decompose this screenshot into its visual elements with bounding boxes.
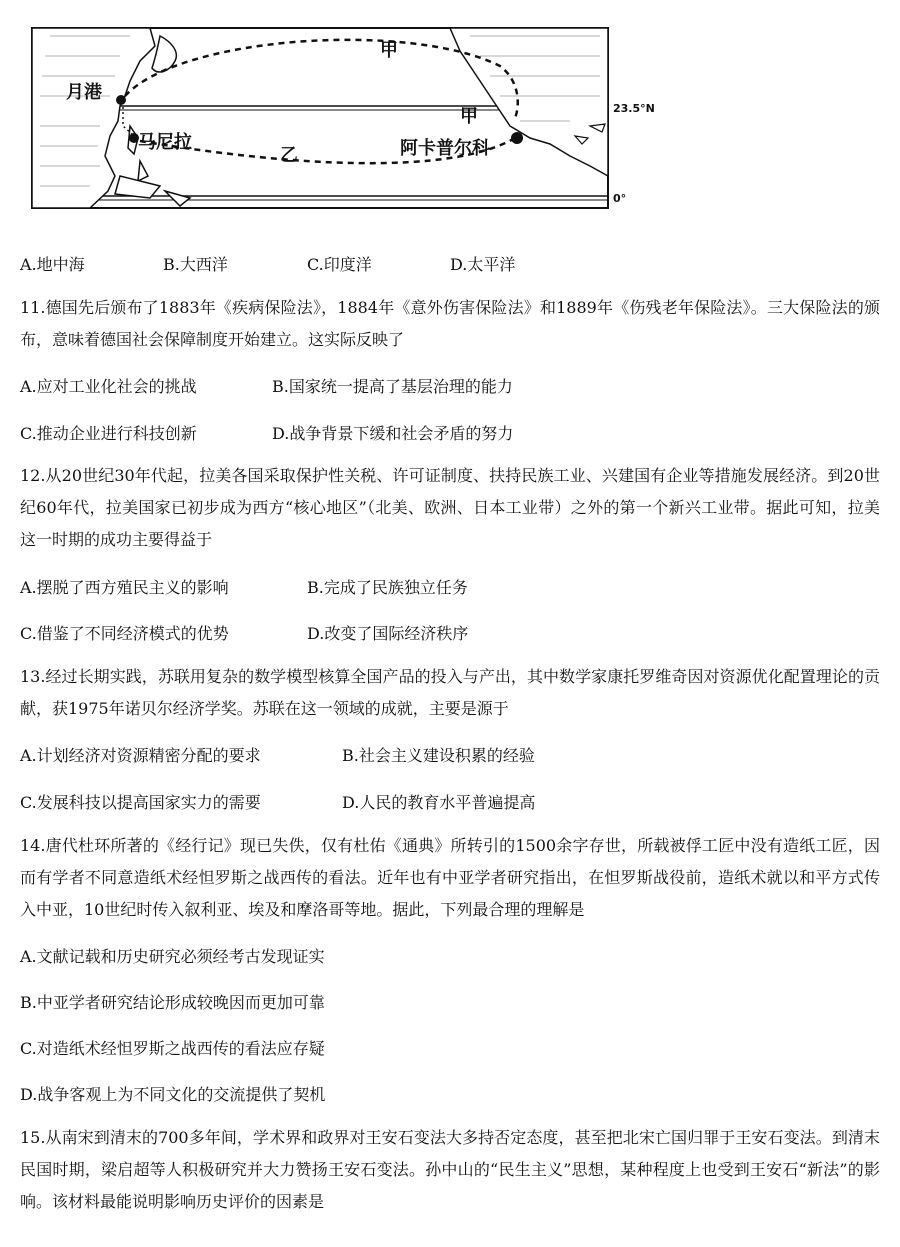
q12-option-a[interactable]: A.摆脱了西方殖民主义的影响 [20,578,229,597]
label-yuegang: 月港 [66,82,102,103]
q14-option-c[interactable]: C.对造纸术经怛罗斯之战西传的看法应存疑 [20,1039,325,1058]
q11-stem: 11.德国先后颁布了1883年《疾病保险法》，1884年《意外伤害保险法》和1889年《伤残老年保险法》。三大保险法的颁布，意味着德国社会保障制度开始建立。这实际反映了 [20,298,880,349]
q13-stem: 13.经过长期实践，苏联用复杂的数学模型核算全国产品的投入与产出，其中数学家康托罗维奇因对资源优化配置理论的贡献，获1975年诺贝尔经济学奖。苏联在这一领域的成就，主要是源于 [20,667,880,718]
q10-option-d[interactable]: D.太平洋 [450,255,516,274]
q14-option-a[interactable]: A.文献记载和历史研究必须经考古发现证实 [20,947,325,966]
q12-option-b[interactable]: B.完成了民族独立任务 [307,578,468,597]
q10-option-c[interactable]: C.印度洋 [307,255,372,274]
q11-option-d[interactable]: D.战争背景下缓和社会矛盾的努力 [272,424,514,443]
indonesia-islands [115,176,190,206]
q13-option-a[interactable]: A.计划经济对资源精密分配的要求 [20,746,261,765]
q15-stem: 15.从南宋到清末的700多年间，学术界和政界对王安石变法大多持否定态度，甚至把北宋亡国归罪于王安石变法。到清末民国时期，梁启超等人积极研究并大力赞扬王安石变法。孙中山的“民生主义”思想，某种程度上也受到王安石“新法”的影响。该材料最能说明影响历史评价的因素是 [20,1128,880,1211]
q11-option-b[interactable]: B.国家统一提高了基层治理的能力 [272,377,513,396]
acapulco-port-marker [511,132,523,144]
q13-option-b[interactable]: B.社会主义建设积累的经验 [342,746,535,765]
label-equator: 0° [613,192,627,205]
map-svg [30,26,670,216]
q14-stem: 14.唐代杜环所著的《经行记》现已失佚，仅有杜佑《通典》所转引的1500余字存世，所载被俘工匠中没有造纸工匠，因而有学者不同意造纸术经怛罗斯之战西传的看法。近年也有中亚学者研究指出，在怛罗斯战役前，造纸术就以和平方式传入中亚，10世纪时传入叙利亚、埃及和摩洛哥等地。据此，下列最合理的理解是 [20,836,880,919]
label-acapulco: 阿卡普尔科 [400,138,490,159]
label-jia-top: 甲 [380,40,398,61]
label-manila: 马尼拉 [138,132,192,153]
label-tropic: 23.5°N [613,102,655,115]
q14-option-b[interactable]: B.中亚学者研究结论形成较晚因而更加可靠 [20,993,325,1012]
label-yi: 乙 [280,145,298,166]
q14-option-d[interactable]: D.战争客观上为不同文化的交流提供了契机 [20,1085,326,1104]
q12-option-c[interactable]: C.借鉴了不同经济模式的优势 [20,624,229,643]
q10-option-a[interactable]: A.地中海 [20,255,85,274]
q10-option-b[interactable]: B.大西洋 [163,255,228,274]
q12-option-d[interactable]: D.改变了国际经济秩序 [307,624,469,643]
label-jia-right: 甲 [460,106,478,127]
trade-route-map [30,26,670,216]
q13-option-d[interactable]: D.人民的教育水平普遍提高 [342,793,536,812]
q11-option-c[interactable]: C.推动企业进行科技创新 [20,424,197,443]
q12-stem: 12.从20世纪30年代起，拉美各国采取保护性关税、许可证制度、扶持民族工业、兴建国有企业等措施发展经济。到20世纪60年代，拉美国家已初步成为西方“核心地区”（北美、欧洲、日本工业带）之外的第一个新兴工业带。据此可知，拉美这一时期的成功主要得益于 [20,466,880,549]
yuegang-port-marker [116,95,126,105]
q11-option-a[interactable]: A.应对工业化社会的挑战 [20,377,197,396]
q13-option-c[interactable]: C.发展科技以提高国家实力的需要 [20,793,261,812]
